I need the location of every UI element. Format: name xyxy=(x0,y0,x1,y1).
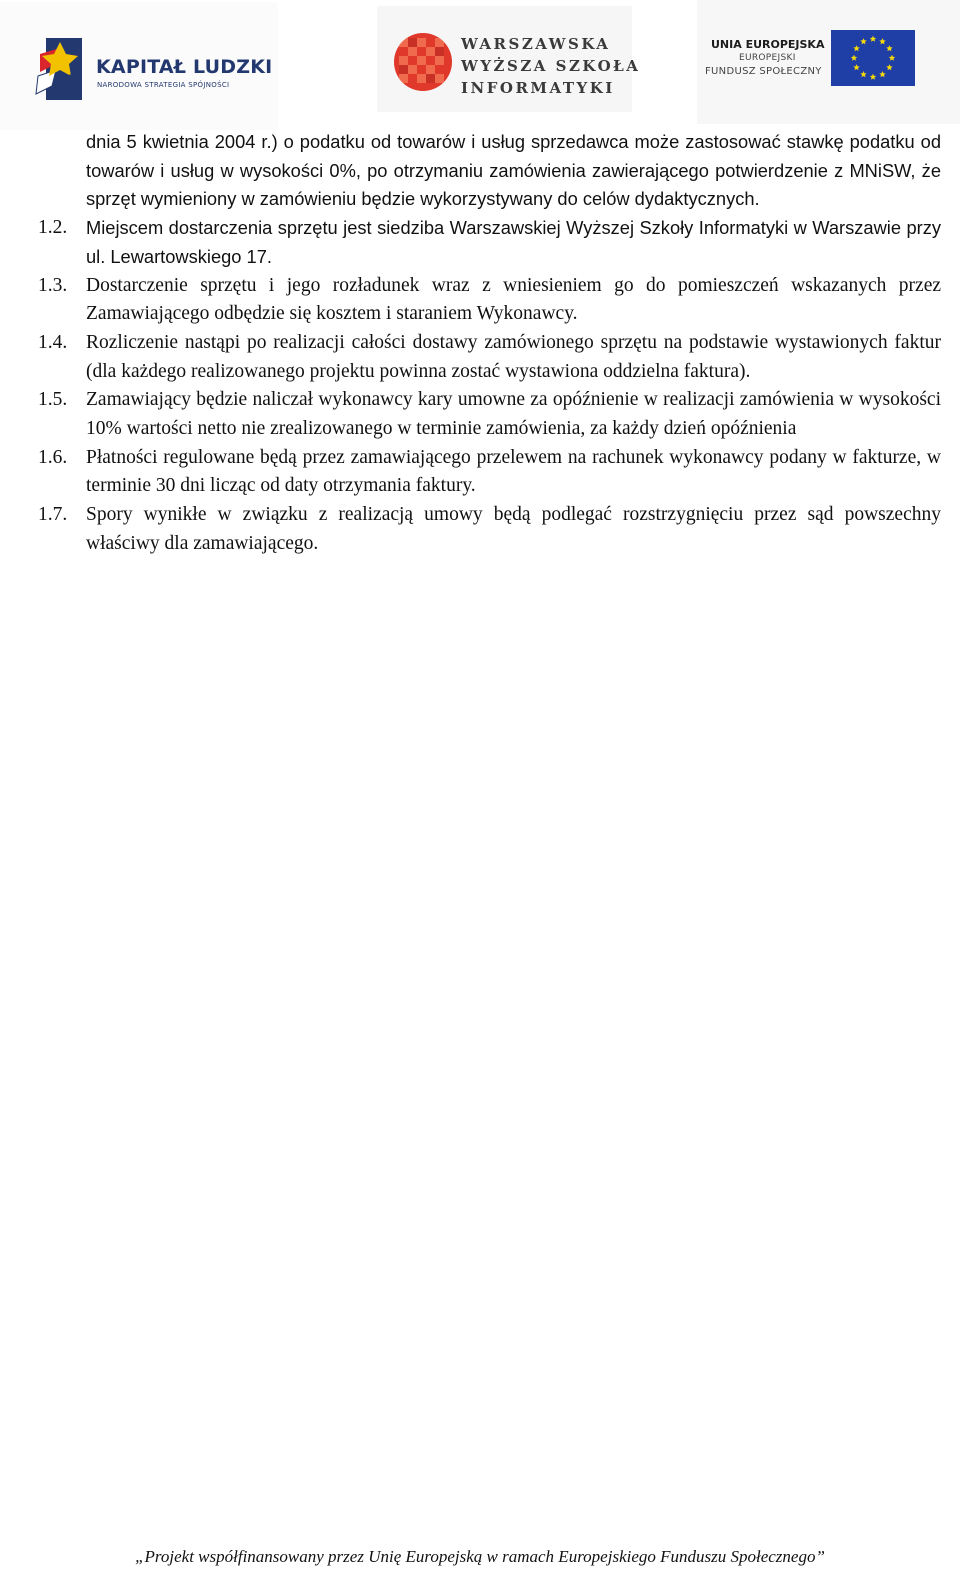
kapital-ludzki-title: KAPITAŁ LUDZKI xyxy=(96,56,273,78)
wwsi-line-2: WYŻSZA SZKOŁA xyxy=(461,57,641,75)
wwsi-line-3: INFORMATYKI xyxy=(461,79,615,97)
item-text: Miejscem dostarczenia sprzętu jest siedziba Warszawskiej Wyższej Szkoły Informatyki w Warszawie przy ul. Lewartowskiego 17. xyxy=(86,217,941,267)
lead-paragraph: dnia 5 kwietnia 2004 r.) o podatku od towarów i usług sprzedawca może zastosować stawkę podatku od towarów i usług w wysokości 0%, po otrzymaniu zamówienia zawierającego potwierdzenie z MNiSW, że sprzęt wymieniony w zamówieniu będzie wykorzystywany do celów dydaktycznych. xyxy=(86,131,941,210)
list-item xyxy=(38,501,941,558)
list-item xyxy=(38,272,941,329)
item-number: 1.5. xyxy=(38,389,68,411)
item-text: Rozliczenie nastąpi po realizacji całości dostawy zamówionego sprzętu na podstawie wystawionych faktur (dla każdego realizowanego projektu powinna zostać wystawiona oddzielna faktura). xyxy=(86,331,941,382)
eu-line-1: UNIA EUROPEJSKA xyxy=(711,38,825,51)
footer-note: „Projekt współfinansowany przez Unię Europejską w ramach Europejskiego Funduszu Społecznego” xyxy=(135,1547,825,1566)
list-item xyxy=(38,214,941,271)
kapital-ludzki-logo xyxy=(0,2,278,130)
list-item xyxy=(38,386,941,443)
page-header xyxy=(0,0,960,130)
item-text: Spory wynikłe w związku z realizacją umowy będą podlegać rozstrzygnięciu przez sąd powszechny właściwy dla zamawiającego. xyxy=(86,504,941,554)
list-item xyxy=(38,444,941,501)
eu-logo xyxy=(697,0,960,124)
item-text: Płatności regulowane będą przez zamawiającego przelewem na rachunek wykonawcy podany w fakturze, w terminie 30 dni licząc od daty otrzymania faktury. xyxy=(86,446,941,497)
wwsi-logo xyxy=(377,6,641,112)
item-text: Zamawiający będzie naliczał wykonawcy kary umowne za opóźnienie w realizacji zamówienia w wysokości 10% wartości netto nie zrealizowanego w terminie zamówienia, za każdy dzień opóźnienia xyxy=(86,389,941,440)
list-item xyxy=(38,329,941,386)
wwsi-line-1: WARSZAWSKA xyxy=(461,35,611,53)
document-body xyxy=(38,128,941,559)
eu-flag-icon xyxy=(697,0,960,124)
item-text: Dostarczenie sprzętu i jego rozładunek wraz z wniesieniem go do pomieszczeń wskazanych przez Zamawiającego odbędzie się kosztem i staraniem Wykonawcy. xyxy=(86,274,941,325)
item-number: 1.6. xyxy=(38,446,68,468)
item-number: 1.3. xyxy=(38,274,68,296)
kapital-ludzki-subtitle: NARODOWA STRATEGIA SPÓJNOŚCI xyxy=(97,81,230,89)
eu-line-2: EUROPEJSKI xyxy=(739,53,796,63)
item-number: 1.4. xyxy=(38,331,68,353)
eu-line-3: FUNDUSZ SPOŁECZNY xyxy=(705,66,822,77)
item-number: 1.2. xyxy=(38,217,68,239)
item-number: 1.7. xyxy=(38,504,68,526)
